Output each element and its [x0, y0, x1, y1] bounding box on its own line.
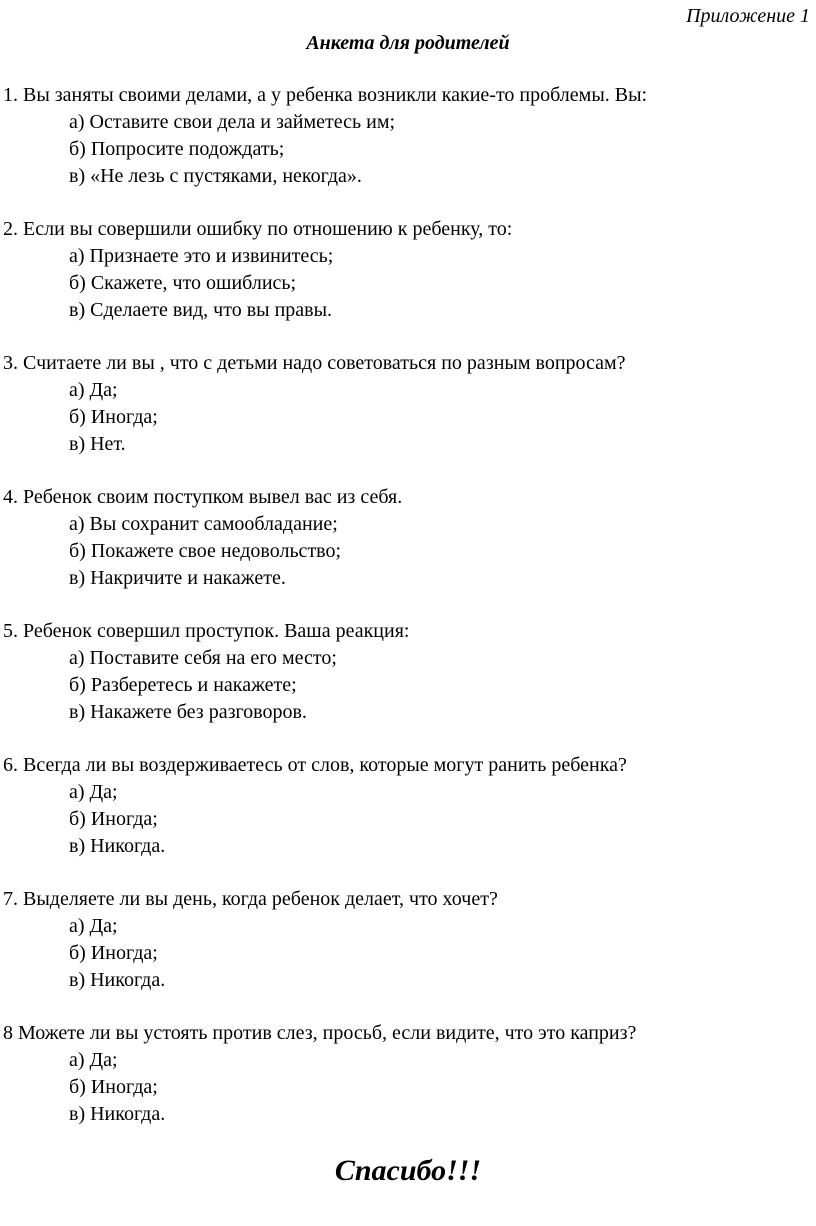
- answer-option: а) Признаете это и извинитесь;: [69, 245, 334, 267]
- answer-option: в) Никогда.: [69, 835, 166, 857]
- question-text: 5. Ребенок совершил проступок. Ваша реакция:: [3, 620, 410, 642]
- appendix-label: Приложение 1: [686, 5, 810, 27]
- question-text: 2. Если вы совершили ошибку по отношению к ребенку, то:: [3, 218, 513, 240]
- answer-option: в) Никогда.: [69, 1103, 166, 1125]
- answer-option: а) Оставите свои дела и займетесь им;: [69, 111, 396, 133]
- answer-option: в) Накажете без разговоров.: [69, 701, 307, 723]
- answer-option: б) Иногда;: [69, 942, 158, 964]
- answer-option: в) Накричите и накажете.: [69, 567, 286, 589]
- answer-option: б) Скажете, что ошиблись;: [69, 272, 297, 294]
- question-3: [3, 350, 813, 484]
- question-1: [3, 82, 813, 216]
- answer-option: б) Иногда;: [69, 406, 158, 428]
- question-text: 7. Выделяете ли вы день, когда ребенок делает, что хочет?: [3, 888, 498, 910]
- thanks-text: Спасибо!!!: [334, 1154, 482, 1187]
- answer-option: б) Попросите подождать;: [69, 138, 285, 160]
- question-6: [3, 752, 813, 886]
- answer-option: б) Покажете свое недовольство;: [69, 540, 342, 562]
- question-text: 4. Ребенок своим поступком вывел вас из себя.: [3, 486, 403, 508]
- question-7: [3, 886, 813, 1020]
- answer-option: в) «Не лезь с пустяками, некогда».: [69, 165, 362, 187]
- question-4: [3, 484, 813, 618]
- question-5: [3, 618, 813, 752]
- question-text: 8 Можете ли вы устоять против слез, просьб, если видите, что это каприз?: [3, 1022, 637, 1044]
- question-text: 3. Считаете ли вы , что с детьми надо советоваться по разным вопросам?: [3, 352, 626, 374]
- question-text: 1. Вы заняты своими делами, а у ребенка возникли какие-то проблемы. Вы:: [3, 84, 648, 106]
- page-title: Анкета для родителей: [306, 32, 510, 54]
- answer-option: а) Да;: [69, 781, 118, 803]
- question-2: [3, 216, 813, 350]
- answer-option: а) Да;: [69, 1049, 118, 1071]
- answer-option: в) Сделаете вид, что вы правы.: [69, 299, 333, 321]
- answer-option: б) Разберетесь и накажете;: [69, 674, 297, 696]
- answer-option: б) Иногда;: [69, 808, 158, 830]
- answer-option: в) Никогда.: [69, 969, 166, 991]
- answer-option: в) Нет.: [69, 433, 126, 455]
- questionnaire: [3, 82, 813, 1154]
- answer-option: а) Поставите себя на его место;: [69, 647, 337, 669]
- answer-option: а) Да;: [69, 379, 118, 401]
- question-8: [3, 1020, 813, 1154]
- question-text: 6. Всегда ли вы воздерживаетесь от слов, которые могут ранить ребенка?: [3, 754, 627, 776]
- answer-option: б) Иногда;: [69, 1076, 158, 1098]
- answer-option: а) Да;: [69, 915, 118, 937]
- answer-option: а) Вы сохранит самообладание;: [69, 513, 338, 535]
